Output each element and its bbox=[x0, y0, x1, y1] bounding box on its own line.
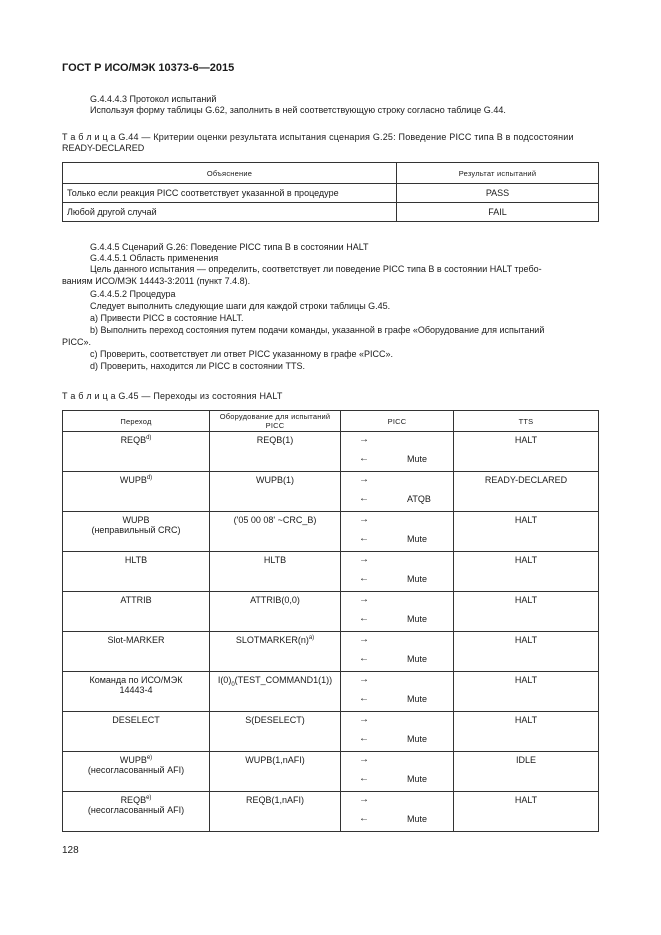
transition-label: DESELECT bbox=[112, 715, 160, 725]
table-row bbox=[63, 512, 599, 552]
tts-state: HALT bbox=[514, 675, 538, 685]
table-row bbox=[63, 752, 599, 792]
arrow-right-icon: → bbox=[359, 754, 369, 765]
arrow-left-icon: ← bbox=[359, 613, 369, 624]
footnote-ref: e) bbox=[146, 795, 152, 801]
tts-state: IDLE bbox=[515, 755, 536, 765]
arrow-right-icon: → bbox=[359, 634, 369, 645]
equipment-cell bbox=[210, 792, 341, 832]
arrow-left-icon: ← bbox=[359, 493, 369, 504]
picc-response: Mute bbox=[407, 574, 428, 584]
equipment-command: ATTRIB(0,0) bbox=[250, 595, 300, 605]
table-g44 bbox=[62, 162, 599, 222]
tts-cell bbox=[454, 752, 599, 792]
transition-cell bbox=[63, 792, 210, 832]
column-header: Результат испытаний bbox=[397, 163, 599, 184]
equipment-command: REQB(1) bbox=[256, 435, 294, 445]
picc-cell bbox=[341, 472, 454, 512]
equipment-command: $I(0)_0(TEST\_COMMAND1(1))$ bbox=[217, 675, 333, 688]
paragraph-line: ваниям ИСО/МЭК 14443-3:2011 (пункт 7.4.8). bbox=[62, 276, 251, 286]
arrow-right-icon: → bbox=[359, 474, 369, 485]
arrow-right-icon: → bbox=[359, 674, 369, 685]
picc-response: Mute bbox=[407, 534, 428, 544]
table-row bbox=[63, 552, 599, 592]
picc-response: Mute bbox=[407, 734, 428, 744]
tts-state: HALT bbox=[514, 795, 538, 805]
table-row bbox=[63, 203, 599, 222]
column-header: TTS bbox=[454, 411, 599, 432]
transition-cell bbox=[63, 512, 210, 552]
column-header: Переход bbox=[63, 411, 210, 432]
picc-cell bbox=[341, 792, 454, 832]
arrow-left-icon: ← bbox=[359, 453, 369, 464]
tts-cell bbox=[454, 632, 599, 672]
table-caption: Т а б л и ц а G.44 — Критерии оценки результата испытания сценария G.25: Поведение PICC типа B в подсостоянии bbox=[62, 132, 574, 142]
equipment-command: ('05 00 08' ~CRC_B) bbox=[233, 515, 317, 525]
tts-cell bbox=[454, 712, 599, 752]
section-heading: G.4.4.4.3 Протокол испытаний bbox=[90, 94, 217, 104]
paragraph-line: c) Проверить, соответствует ли ответ PICC указанному в графе «PICC». bbox=[90, 349, 394, 359]
equipment-cell bbox=[210, 672, 341, 712]
transition-label: REQB bbox=[120, 795, 147, 805]
equipment-cell bbox=[210, 712, 341, 752]
transition-note: 14443-4 bbox=[119, 685, 153, 695]
tts-cell bbox=[454, 472, 599, 512]
tts-state: READY-DECLARED bbox=[484, 475, 568, 485]
tts-cell bbox=[454, 672, 599, 712]
transition-cell bbox=[63, 432, 210, 472]
transition-cell bbox=[63, 752, 210, 792]
arrow-right-icon: → bbox=[359, 514, 369, 525]
equipment-cell bbox=[210, 632, 341, 672]
equipment-cell bbox=[210, 552, 341, 592]
picc-cell bbox=[341, 552, 454, 592]
equipment-cell bbox=[210, 472, 341, 512]
table-g45 bbox=[62, 410, 599, 832]
transition-label: WUPB bbox=[119, 755, 147, 765]
paragraph-line: Используя форму таблицы G.62, заполнить в ней соответствующую строку согласно таблице G.44. bbox=[90, 105, 506, 115]
equipment-cell bbox=[210, 512, 341, 552]
tts-state: HALT bbox=[514, 635, 538, 645]
transition-label: Slot-MARKER bbox=[107, 635, 165, 645]
arrow-right-icon: → bbox=[359, 594, 369, 605]
column-header: Объяснение bbox=[63, 163, 397, 184]
picc-cell bbox=[341, 512, 454, 552]
picc-cell bbox=[341, 672, 454, 712]
picc-cell bbox=[341, 712, 454, 752]
equipment-command: REQB(1,nAFI) bbox=[245, 795, 304, 805]
section-heading: G.4.4.5 Сценарий G.26: Поведение PICC типа B в состоянии HALT bbox=[90, 242, 369, 252]
arrow-left-icon: ← bbox=[359, 533, 369, 544]
paragraph-line: b) Выполнить переход состояния путем подачи команды, указанной в графе «Оборудование для испытаний bbox=[90, 325, 545, 335]
footnote-ref: e) bbox=[146, 755, 153, 761]
paragraph-line: Следует выполнить следующие шаги для каждой строки таблицы G.45. bbox=[90, 301, 391, 311]
arrow-left-icon: ← bbox=[359, 573, 369, 584]
subscript: 0 bbox=[231, 681, 235, 688]
transition-note: (несогласованный AFI) bbox=[87, 765, 185, 775]
tts-state: HALT bbox=[514, 555, 538, 565]
picc-response: Mute bbox=[407, 654, 428, 664]
picc-cell bbox=[341, 592, 454, 632]
equipment-command: WUPB(1,nAFI) bbox=[245, 755, 305, 765]
equipment-cell bbox=[210, 432, 341, 472]
transition-label: ATTRIB bbox=[120, 595, 152, 605]
table-cell: Любой другой случай bbox=[63, 203, 397, 222]
paragraph-line: PICC». bbox=[62, 337, 92, 347]
table-row bbox=[63, 592, 599, 632]
arrow-left-icon: ← bbox=[359, 813, 369, 824]
picc-response: Mute bbox=[407, 454, 428, 464]
equipment-command: HLTB bbox=[263, 555, 287, 565]
transition-cell bbox=[63, 472, 210, 512]
arrow-right-icon: → bbox=[359, 714, 369, 725]
transition-label: Команда по ИСО/МЭК bbox=[89, 675, 183, 685]
table-cell: PASS bbox=[397, 184, 599, 203]
tts-cell bbox=[454, 552, 599, 592]
section-heading: G.4.4.5.1 Область применения bbox=[90, 253, 219, 263]
table-row bbox=[63, 472, 599, 512]
arrow-left-icon: ← bbox=[359, 733, 369, 744]
tts-state: HALT bbox=[514, 515, 538, 525]
picc-response: ATQB bbox=[407, 494, 431, 504]
arrow-right-icon: → bbox=[359, 434, 369, 445]
picc-response: Mute bbox=[407, 774, 428, 784]
picc-cell bbox=[341, 432, 454, 472]
column-header: PICC bbox=[341, 411, 454, 432]
equipment-command: WUPB(1) bbox=[256, 475, 294, 485]
table-row bbox=[63, 712, 599, 752]
document-header: ГОСТ Р ИСО/МЭК 10373-6—2015 bbox=[62, 62, 235, 74]
transition-label: WUPB bbox=[119, 475, 147, 485]
table-caption-cont: READY-DECLARED bbox=[62, 143, 145, 153]
picc-response: Mute bbox=[407, 694, 428, 704]
footnote-ref: a) bbox=[308, 635, 315, 641]
table-row bbox=[63, 632, 599, 672]
transition-label: WUPB bbox=[122, 515, 150, 525]
footnote-ref: d) bbox=[146, 435, 152, 441]
paragraph-line: d) Проверить, находится ли PICC в состоянии TTS. bbox=[90, 361, 305, 371]
transition-cell bbox=[63, 552, 210, 592]
tts-cell bbox=[454, 432, 599, 472]
section-heading: G.4.4.5.2 Процедура bbox=[90, 289, 176, 299]
table-row bbox=[63, 792, 599, 832]
tts-state: HALT bbox=[514, 715, 538, 725]
equipment-command: SLOTMARKER(n) bbox=[235, 635, 309, 645]
transition-label: REQB bbox=[120, 435, 147, 445]
transition-note: (несогласованный AFI) bbox=[87, 805, 185, 815]
tts-cell bbox=[454, 512, 599, 552]
tts-cell bbox=[454, 792, 599, 832]
picc-response: Mute bbox=[407, 614, 428, 624]
transition-cell bbox=[63, 672, 210, 712]
table-row bbox=[63, 672, 599, 712]
table-row bbox=[63, 184, 599, 203]
arrow-left-icon: ← bbox=[359, 773, 369, 784]
arrow-right-icon: → bbox=[359, 554, 369, 565]
equipment-cell bbox=[210, 752, 341, 792]
table-cell: Только если реакция PICC соответствует указанной в процедуре bbox=[63, 184, 397, 203]
tts-state: HALT bbox=[514, 435, 538, 445]
table-row bbox=[63, 432, 599, 472]
transition-cell bbox=[63, 632, 210, 672]
table-cell: FAIL bbox=[397, 203, 599, 222]
arrow-left-icon: ← bbox=[359, 693, 369, 704]
transition-label: HLTB bbox=[124, 555, 148, 565]
tts-cell bbox=[454, 592, 599, 632]
page-number: 128 bbox=[62, 845, 79, 856]
transition-cell bbox=[63, 712, 210, 752]
footnote-ref: d) bbox=[146, 475, 153, 481]
paragraph-line: a) Привести PICC в состояние HALT. bbox=[90, 313, 244, 323]
picc-response: Mute bbox=[407, 814, 428, 824]
column-header: Оборудование для испытаний PICC bbox=[210, 411, 341, 432]
picc-cell bbox=[341, 632, 454, 672]
transition-note: (неправильный CRC) bbox=[91, 525, 181, 535]
equipment-command: S(DESELECT) bbox=[245, 715, 305, 725]
picc-cell bbox=[341, 752, 454, 792]
equipment-cell bbox=[210, 592, 341, 632]
table-caption: Т а б л и ц а G.45 — Переходы из состояния HALT bbox=[62, 391, 283, 401]
arrow-right-icon: → bbox=[359, 794, 369, 805]
tts-state: HALT bbox=[514, 595, 538, 605]
arrow-left-icon: ← bbox=[359, 653, 369, 664]
paragraph-line: Цель данного испытания — определить, соответствует ли поведение PICC типа B в состоянии HALT требо- bbox=[90, 264, 542, 274]
transition-cell bbox=[63, 592, 210, 632]
